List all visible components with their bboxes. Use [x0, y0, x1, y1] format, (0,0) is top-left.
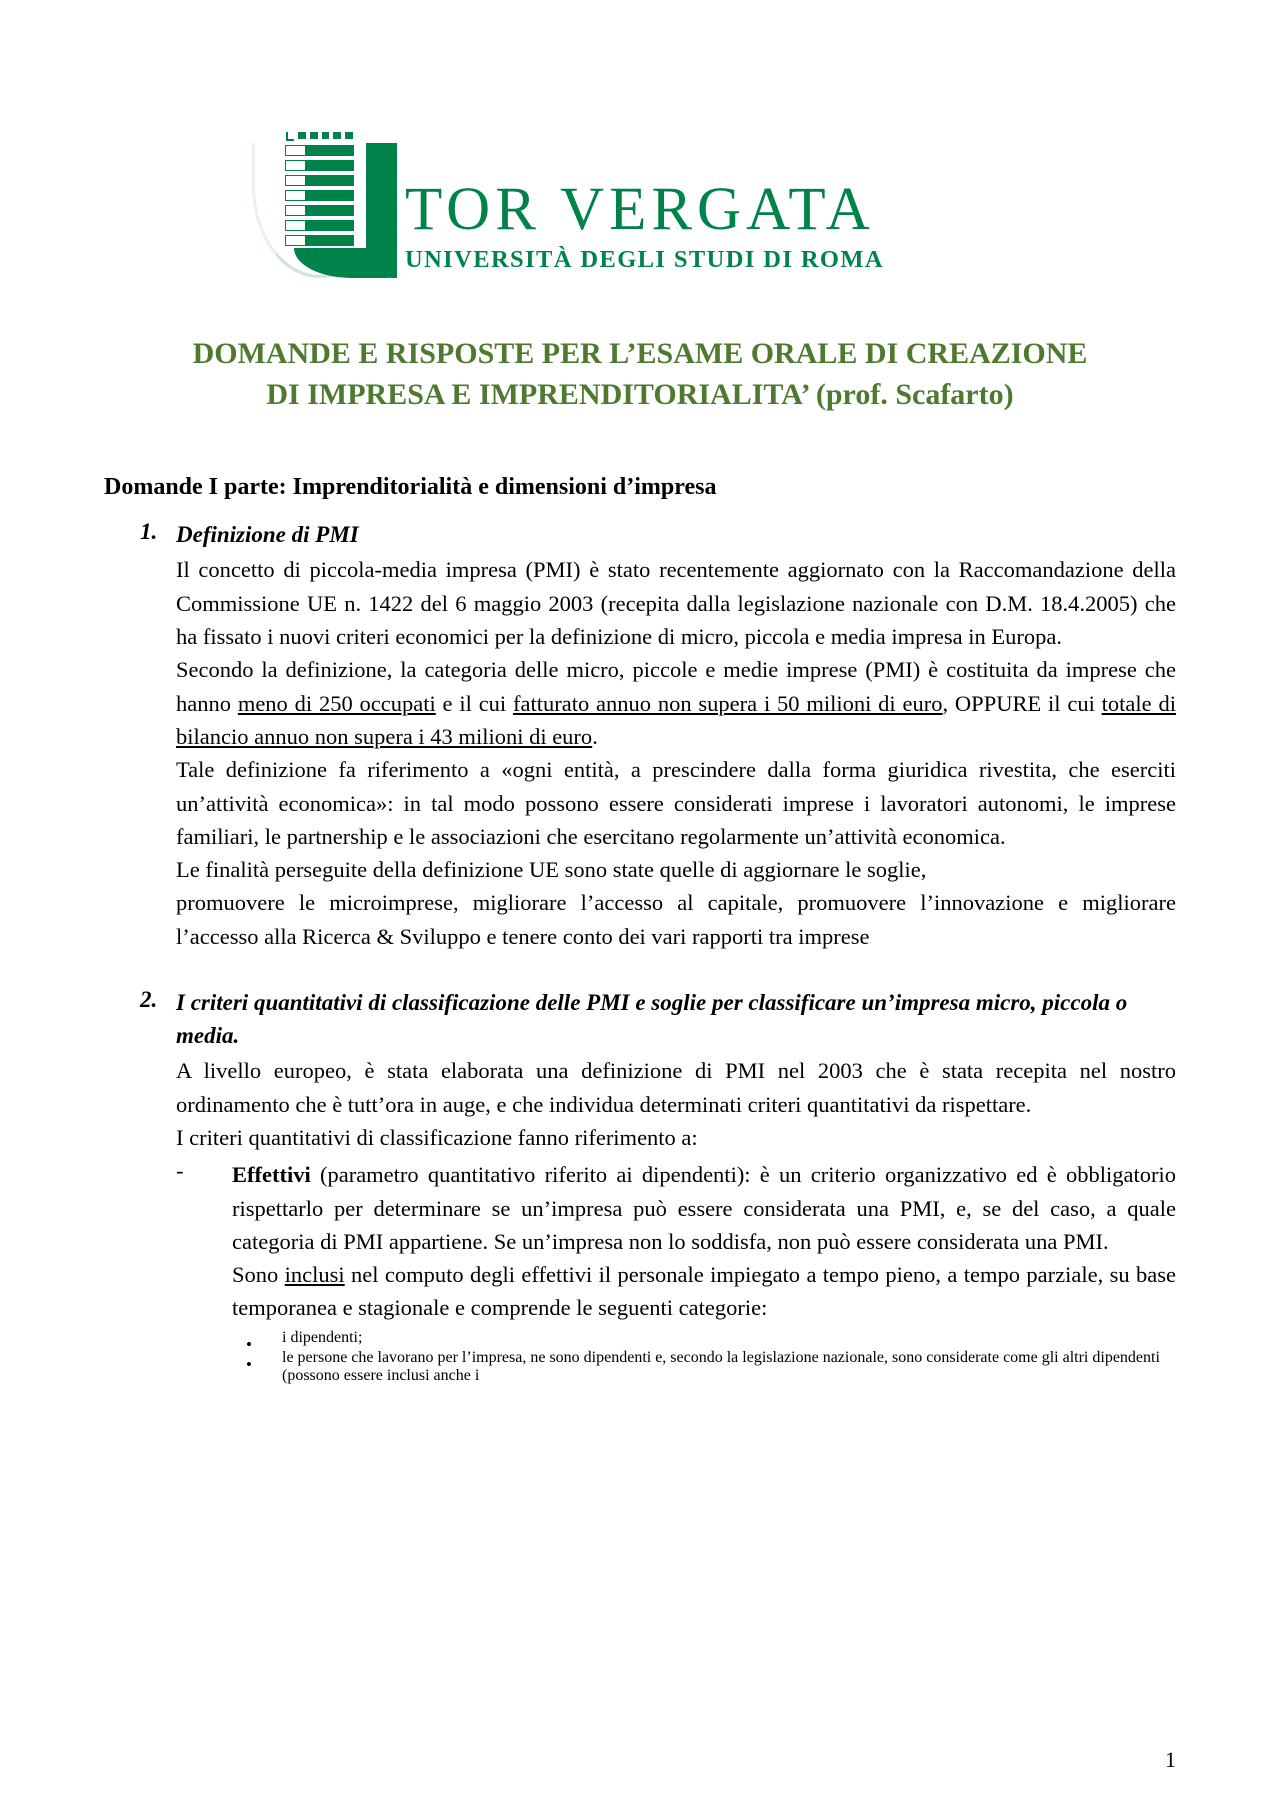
question-list [104, 519, 1176, 1385]
section-heading: Domande I parte: Imprenditorialità e dimensioni d’impresa [104, 474, 717, 500]
emblem-bar-stack [285, 145, 354, 250]
underlined-text: totale di bilancio annuo non supera i 43 milioni di euro [176, 690, 1176, 749]
text-run: nel computo degli effettivi il personale impiegato a tempo pieno, a tempo parziale, su base temporanea e stagionale e comprende le seguenti categorie: [232, 1262, 1176, 1321]
text-run: (parametro quantitativo riferito ai dipendenti): è un criterio organizzativo ed è obbligatorio rispettarlo per determinare se un’impresa può essere considerata una PMI, e, se del caso, a quale categoria di PMI appartiene. Se un’impresa non lo soddisfa, non può essere considerata una PMI. [232, 1162, 1176, 1254]
question-number: 2. [140, 987, 158, 1013]
tor-vergata-u-emblem-icon [252, 123, 397, 278]
question-title: I criteri quantitativi di classificazione delle PMI e soglie per classificare un’impresa micro, piccola o media. [176, 990, 1128, 1048]
text-run: e il cui [435, 690, 513, 716]
dash-list [176, 1158, 1176, 1384]
bold-text: Effettivi [232, 1162, 311, 1188]
text-run: Le finalità perseguite della definizione UE sono state quelle di aggiornare le soglie, [176, 857, 927, 883]
text-run: . [592, 723, 598, 749]
university-logo [252, 118, 884, 278]
paragraph [176, 886, 1176, 953]
bullet-text: i dipendenti; [282, 1328, 363, 1346]
paragraph [176, 553, 1176, 653]
logo-subtitle: UNIVERSITÀ DEGLI STUDI DI ROMA [405, 245, 884, 273]
page-title [104, 333, 1176, 416]
text-run: A livello europeo, è stata elaborata una definizione di PMI nel 2003 che è stata recepita nel nostro ordinamento che è tutt’ora in auge, e che individua determinati criteri quantitativi da rispettare. [176, 1058, 1176, 1117]
paragraph [176, 1121, 1176, 1154]
bullet-list-item [232, 1328, 1176, 1354]
text-run: , OPPURE il cui [942, 690, 1102, 716]
bullet-list-item [232, 1349, 1176, 1385]
question-title: Definizione di PMI [176, 521, 359, 547]
underlined-text: fatturato annuo non supera i 50 milioni di euro [513, 690, 943, 716]
text-run: Sono [232, 1262, 285, 1288]
logo-title: TOR VERGATA [405, 175, 875, 243]
dash-list-item [176, 1158, 1176, 1384]
page-title-line-2: DI IMPRESA E IMPRENDITORIALITA’ (prof. Scafarto) [266, 378, 1014, 412]
paragraph [232, 1158, 1176, 1258]
emblem-dot-row [286, 132, 353, 139]
bullet-list [232, 1329, 1176, 1385]
text-run: I criteri quantitativi di classificazione fanno riferimento a: [176, 1124, 698, 1150]
page-number: 1 [1165, 1747, 1176, 1772]
document-body [104, 470, 1176, 1393]
section-spacer [176, 953, 1176, 979]
question-item [104, 519, 1176, 979]
text-run: Secondo la definizione, la categoria delle micro, piccole e medie imprese (PMI) è costituita da imprese che hanno [176, 657, 1176, 716]
text-run: Il concetto di piccola-media impresa (PMI) è stato recentemente aggiornato con la Raccomandazione della Commissione UE n. 1422 del 6 maggio 2003 (recepita dalla legislazione nazionale con D.M. 18.4.2005) che ha fissato i nuovi criteri economici per la definizione di micro, piccola e media impresa in Europa. [176, 557, 1176, 650]
bullet-marker-icon: • [246, 1334, 252, 1354]
paragraph [176, 753, 1176, 853]
bullet-text: le persone che lavorano per l’impresa, ne sono dipendenti e, secondo la legislazione nazionale, sono considerate come gli altri dipendenti (possono essere inclusi anche i [282, 1348, 1160, 1384]
question-item [104, 987, 1176, 1385]
paragraph [176, 1054, 1176, 1121]
underlined-text: meno di 250 occupati [237, 690, 436, 716]
paragraph [232, 1258, 1176, 1325]
dash-marker: - [176, 1158, 184, 1184]
paragraph [176, 653, 1176, 753]
bullet-marker-icon: • [246, 1354, 252, 1374]
text-run: Tale definizione fa riferimento a «ogni entità, a prescindere dalla forma giuridica rivestita, che eserciti un’attività economica»: in tal modo possono essere considerati imprese i lavoratori autonomi, le imprese familiari, le partnership e le associazioni che esercitano regolarmente un’attività economica. [176, 757, 1176, 849]
text-run: promuovere le microimprese, migliorare l’accesso al capitale, promuovere l’innovazione e migliorare l’accesso alla Ricerca & Sviluppo e tenere conto dei vari rapporti tra imprese [176, 890, 1176, 949]
paragraph [176, 853, 1176, 886]
question-number: 1. [140, 518, 158, 544]
underlined-text: inclusi [284, 1262, 345, 1288]
page-title-line-1: DOMANDE E RISPOSTE PER L’ESAME ORALE DI CREAZIONE [192, 337, 1088, 370]
